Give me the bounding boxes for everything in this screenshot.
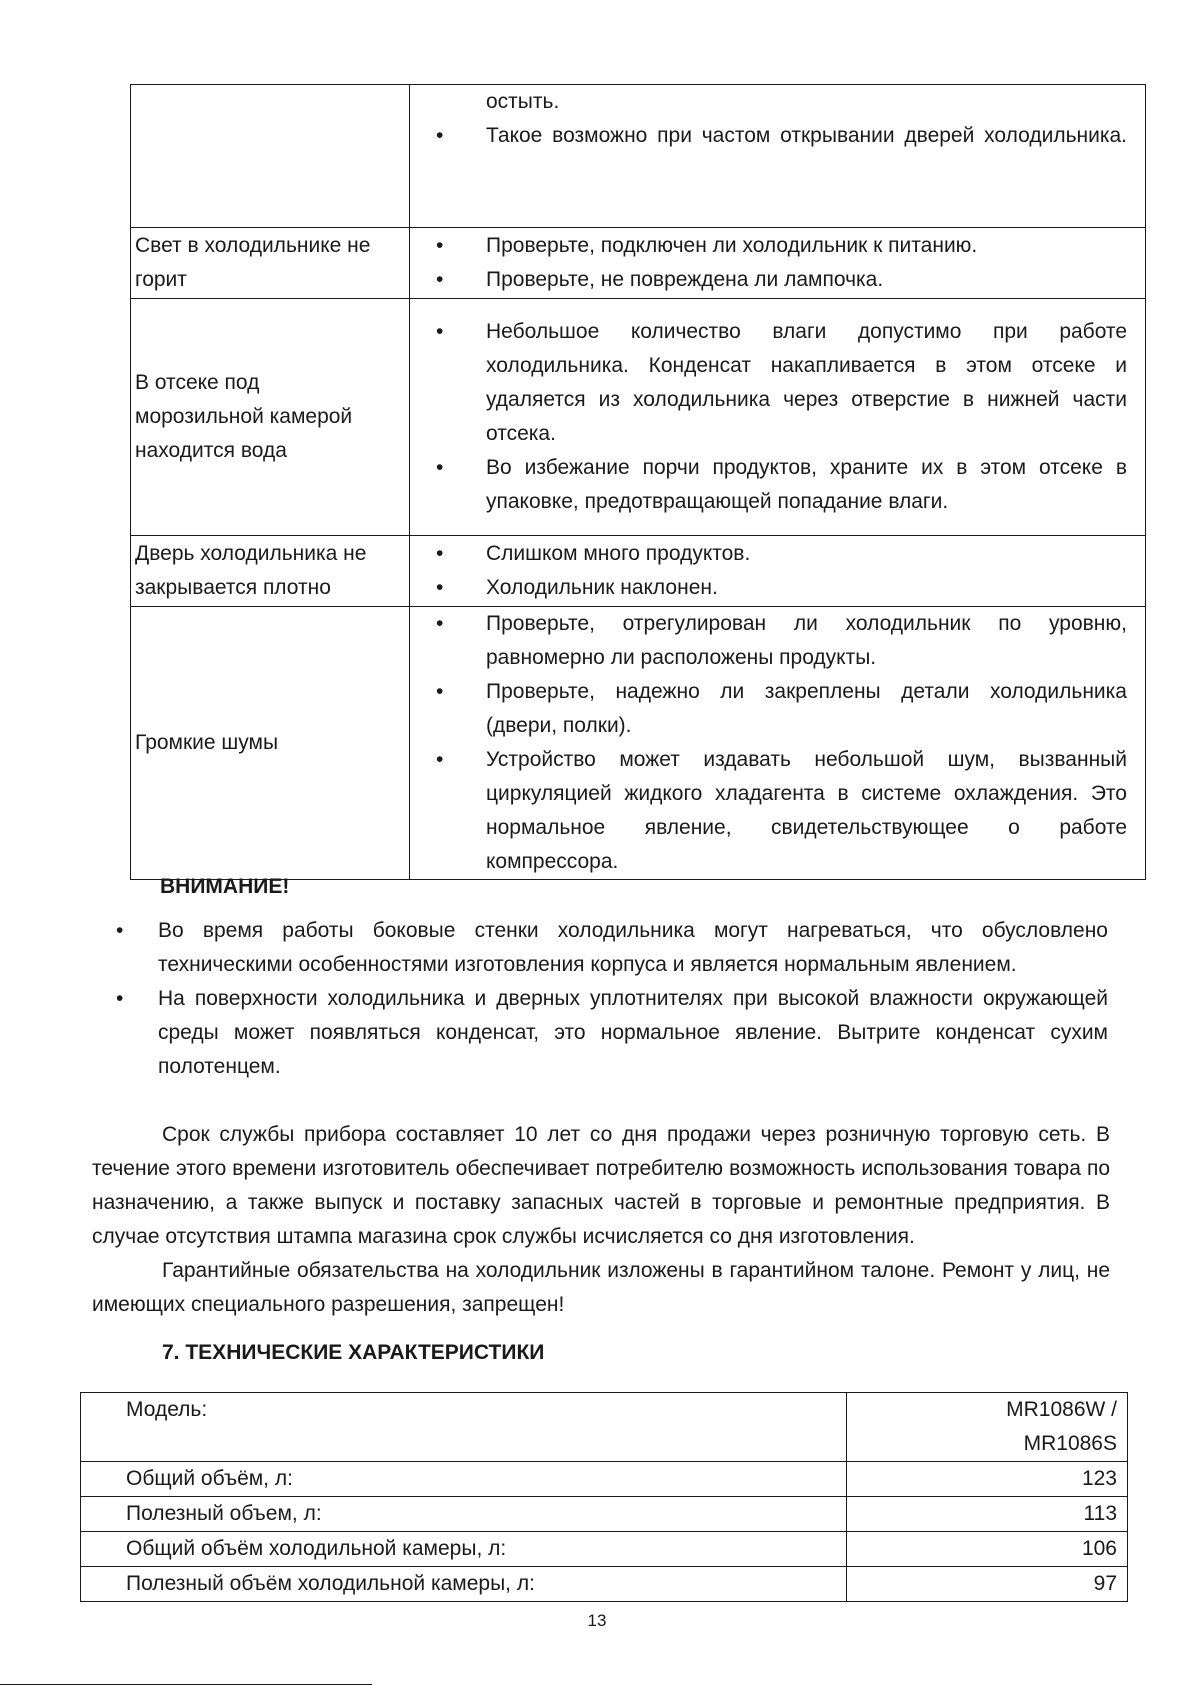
solution-cell xyxy=(410,536,1146,607)
paragraph: Срок службы прибора составляет 10 лет со дня продажи через розничную торговую сеть. В течение этого времени изготовитель обеспечивает потребителю возможность использования товара по назначению, а также выпуск и поставку запасных частей в торговые и ремонтные предприятия. В случае отсутствия штампа магазина срок службы исчисляется со дня изготовления. xyxy=(92,1123,1110,1248)
table-row xyxy=(131,85,1146,228)
paragraph: Гарантийные обязательства на холодильник изложены в гарантийном талоне. Ремонт у лиц, не имеющих специального разрешения, запрещен! xyxy=(92,1259,1110,1316)
problem-cell: Свет в холодильнике не горит xyxy=(131,228,410,299)
solution-bullet: • Такое возможно при частом открывании дверей холодильника. xyxy=(432,119,1127,153)
footer-rule xyxy=(0,1684,372,1685)
spec-label: Полезный объём холодильной камеры, л: xyxy=(81,1567,847,1602)
solution-bullet: • Проверьте, отрегулирован ли холодильник по уровню, равномерно ли расположены продукты. xyxy=(432,607,1127,675)
spec-label: Модель: xyxy=(81,1393,847,1462)
spec-value xyxy=(847,1393,1128,1462)
solution-cell xyxy=(410,299,1146,536)
solution-cell xyxy=(410,607,1146,880)
service-life-text xyxy=(92,1118,1110,1322)
table-row xyxy=(131,536,1146,607)
solution-bullet: • Проверьте, не повреждена ли лампочка. xyxy=(432,263,1127,297)
table-row xyxy=(131,607,1146,880)
spec-label: Полезный объем, л: xyxy=(81,1497,847,1532)
table-row xyxy=(81,1567,1128,1602)
solution-cell xyxy=(410,228,1146,299)
specs-table xyxy=(80,1392,1128,1602)
problem-cell xyxy=(131,85,410,228)
warning-title: ВНИМАНИЕ! xyxy=(160,875,290,898)
table-row xyxy=(131,299,1146,536)
problem-text: Дверь холодильника не закрывается плотно xyxy=(135,542,367,599)
solution-bullet: • Во избежание порчи продуктов, храните их в этом отсеке в упаковке, предотвращающей попадание влаги. xyxy=(432,451,1127,519)
problem-cell xyxy=(131,536,410,607)
page-number: 13 xyxy=(587,1611,607,1630)
table-row xyxy=(81,1393,1128,1462)
table-row xyxy=(81,1497,1128,1532)
solution-bullet: • Проверьте, подключен ли холодильник к питанию. xyxy=(432,229,1127,263)
solution-bullet: • Небольшое количество влаги допустимо при работе холодильника. Конденсат накапливается в этом отсеке и удаляется из холодильника через отверстие в нижней части отсека. xyxy=(432,315,1127,451)
spec-value: 106 xyxy=(847,1532,1128,1567)
spec-value-line: MR1086W / xyxy=(1006,1398,1117,1421)
spec-value: 97 xyxy=(847,1567,1128,1602)
solution-bullet: • Проверьте, надежно ли закреплены детали холодильника (двери, полки). xyxy=(432,675,1127,743)
spec-value: 113 xyxy=(847,1497,1128,1532)
spec-value: 123 xyxy=(847,1462,1128,1497)
spec-label: Общий объём холодильной камеры, л: xyxy=(81,1532,847,1567)
solution-line: остыть. xyxy=(486,90,560,113)
problem-cell xyxy=(131,299,410,536)
problem-text: В отсеке под морозильной камерой находится вода xyxy=(135,371,353,462)
solution-bullet: • Устройство может издавать небольшой шум, вызванный циркуляцией жидкого хладагента в системе охлаждения. Это нормальное явление, свидетельствующее о работе компрессора. xyxy=(432,743,1127,879)
warning-list xyxy=(100,914,1108,1084)
warning-item: • На поверхности холодильника и дверных уплотнителях при высокой влажности окружающей среды может появляться конденсат, это нормальное явление. Вытрите конденсат сухим полотенцем. xyxy=(100,982,1108,1084)
solution-bullet: • Холодильник наклонен. xyxy=(432,571,1127,605)
spec-label: Общий объём, л: xyxy=(81,1462,847,1497)
warning-item: • Во время работы боковые стенки холодильника могут нагреваться, что обусловлено техническими особенностями изготовления корпуса и является нормальным явлением. xyxy=(100,914,1108,982)
spec-value-line: MR1086S xyxy=(1023,1432,1117,1455)
specs-title: 7. ТЕХНИЧЕСКИЕ ХАРАКТЕРИСТИКИ xyxy=(162,1341,545,1364)
solution-cell xyxy=(410,85,1146,228)
table-row xyxy=(81,1532,1128,1567)
table-row xyxy=(81,1462,1128,1497)
problem-cell: Громкие шумы xyxy=(131,607,410,880)
table-row xyxy=(131,228,1146,299)
solution-bullet: • Слишком много продуктов. xyxy=(432,537,1127,571)
troubleshooting-table xyxy=(130,84,1146,880)
